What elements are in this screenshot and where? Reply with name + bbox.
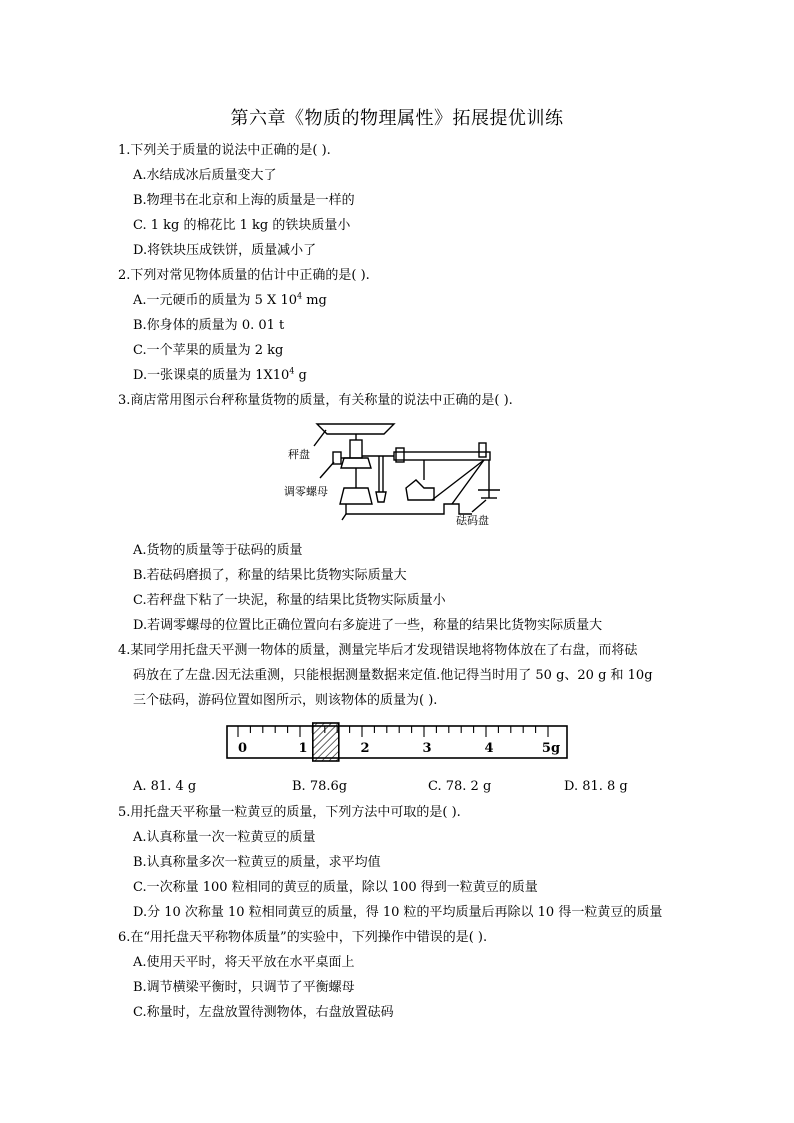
question-1-option-d: D.将铁块压成铁饼，质量减小了	[133, 243, 317, 258]
question-1-stem: 1.下列关于质量的说法中正确的是( ).	[118, 143, 331, 158]
question-1-option-a: A.水结成冰后质量变大了	[133, 168, 277, 183]
question-2-option-a: A.一元硬币的质量为 5 X $10^4$ mg	[133, 291, 327, 308]
ruler-body	[227, 726, 567, 758]
question-2-option-c: C.一个苹果的质量为 2 kg	[133, 343, 284, 358]
question-1-option-b: B.物理书在北京和上海的质量是一样的	[133, 193, 355, 208]
question-6-stem: 6.在“用托盘天平称物体质量”的实验中，下列操作中错误的是( ).	[118, 930, 488, 945]
question-5-option-b: B.认真称量多次一粒黄豆的质量，求平均值	[133, 855, 381, 870]
ruler-tick-label: 1	[298, 741, 308, 756]
question-4-stem-line-2: 码放在了左盘.因无法重测，只能根据测量数据来定值.他记得当时用了 50 g、20 g 和 10g	[133, 668, 653, 683]
question-4-stem-line-3: 三个砝码，游码位置如图所示，则该物体的质量为( ).	[133, 693, 438, 708]
ruler-tick-label: 5g	[541, 741, 561, 756]
question-4-option-b: B. 78.6g	[292, 779, 348, 794]
label-weight-pan: 砝码盘	[456, 514, 489, 527]
platform-scale-diagram	[284, 416, 508, 530]
ruler-tick-label: 4	[484, 741, 494, 756]
question-4-stem-line-1: 4.某同学用托盘天平测一物体的质量，测量完毕后才发现错误地将物体放在了右盘，而将砝	[118, 643, 638, 658]
question-3-stem: 3.商店常用图示台秤称量货物的质量，有关称量的说法中正确的是( ).	[118, 393, 513, 408]
question-4-option-c: C. 78. 2 g	[428, 779, 492, 794]
label-zero-nut: 调零螺母	[284, 485, 328, 498]
page-title: 第六章《物质的物理属性》拓展提优训练	[230, 108, 564, 129]
question-4-option-a: A. 81. 4 g	[133, 779, 197, 794]
question-5-stem: 5.用托盘天平称量一粒黄豆的质量，下列方法中可取的是( ).	[118, 805, 461, 820]
question-5-option-a: A.认真称量一次一粒黄豆的质量	[133, 830, 316, 845]
rider-ruler-diagram	[226, 722, 570, 762]
question-5-option-d: D.分 10 次称量 10 粒相同黄豆的质量，得 10 粒的平均质量后再除以 10 得一粒黄豆的质量	[133, 905, 663, 920]
rider-marker	[313, 723, 339, 761]
ruler-tick-label: 2	[360, 741, 370, 756]
question-3-option-d: D.若调零螺母的位置比正确位置向右多旋进了一些，称量的结果比货物实际质量大	[133, 618, 603, 633]
question-2-stem: 2.下列对常见物体质量的估计中正确的是( ).	[118, 268, 370, 283]
question-6-option-c: C.称量时，左盘放置待测物体，右盘放置砝码	[133, 1005, 394, 1020]
question-6-option-a: A.使用天平时，将天平放在水平桌面上	[133, 955, 355, 970]
label-scale-pan: 秤盘	[288, 448, 310, 461]
question-6-option-b: B.调节横梁平衡时，只调节了平衡螺母	[133, 980, 355, 995]
ruler-tick-label: 0	[238, 741, 248, 756]
question-2-option-b: B.你身体的质量为 0. 01 t	[133, 318, 285, 333]
question-3-option-a: A.货物的质量等于砝码的质量	[133, 543, 303, 558]
question-4-option-d: D. 81. 8 g	[564, 779, 628, 794]
question-5-option-c: C.一次称量 100 粒相同的黄豆的质量，除以 100 得到一粒黄豆的质量	[133, 880, 538, 895]
ruler-tick-label: 3	[422, 741, 432, 756]
question-1-option-c: C. 1 kg 的棉花比 1 kg 的铁块质量小	[133, 218, 351, 233]
question-2-option-d: D.一张课桌的质量为 $1X10^4$ g	[133, 366, 307, 383]
question-3-option-b: B.若砝码磨损了，称量的结果比货物实际质量大	[133, 568, 407, 583]
question-3-option-c: C.若秤盘下粘了一块泥，称量的结果比货物实际质量小	[133, 593, 446, 608]
